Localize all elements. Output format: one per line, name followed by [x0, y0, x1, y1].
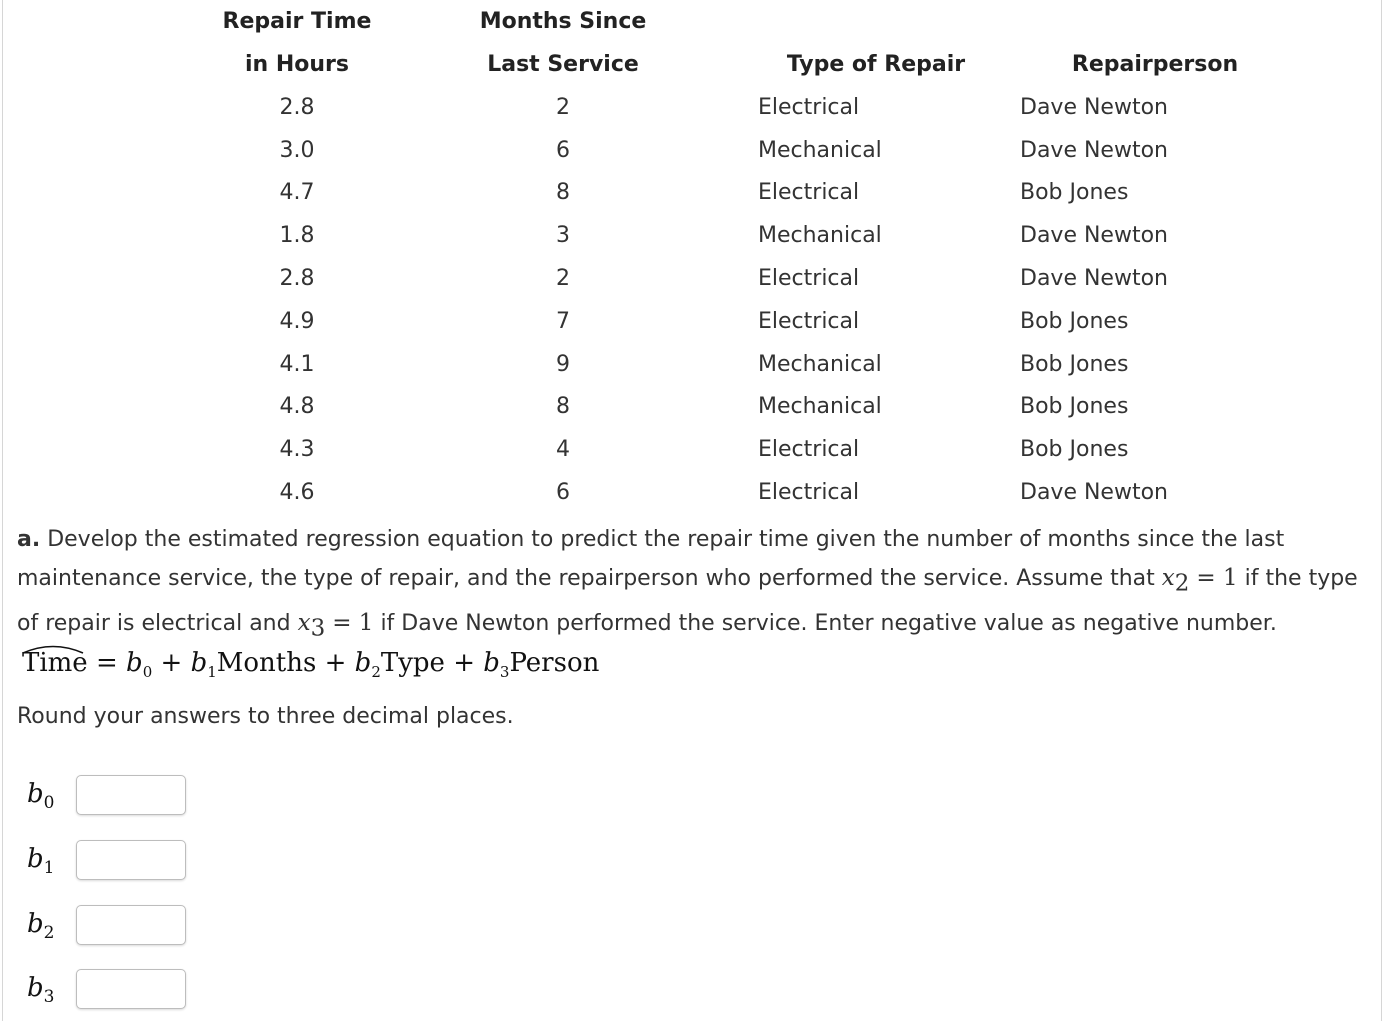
table-row — [200, 343, 1290, 386]
plus-sign: + — [324, 648, 347, 678]
coef-label-b1: $b_1$ — [27, 844, 55, 879]
question-text-1: Develop the estimated regression equation to predict the repair time given the number of months since the last maintenance service, the type of repair, and the repairperson who performed the service. Assume that — [17, 527, 1285, 591]
coef-label-b0: $b_0$ — [27, 779, 55, 814]
round-instruction: Round your answers to three decimal places. — [17, 704, 514, 729]
plus-sign: + — [453, 648, 475, 678]
cell-person: Dave Newton — [1020, 223, 1168, 249]
cell-person: Bob Jones — [1020, 394, 1129, 420]
cell-person: Bob Jones — [1020, 180, 1129, 206]
header-months-since-line1: Months Since — [479, 9, 647, 34]
var-type: Type — [380, 648, 445, 678]
cell-repair-time: 4.8 — [279, 394, 315, 420]
b0-input[interactable] — [76, 775, 186, 815]
header-repairperson-line1 — [1020, 0, 1290, 43]
cell-months: 8 — [556, 180, 570, 206]
question-part-a — [17, 520, 1377, 648]
cell-type: Electrical — [758, 94, 860, 120]
repair-data-table — [200, 0, 1290, 514]
cell-months: 8 — [556, 394, 570, 420]
term-b2: $b_2$ — [354, 648, 381, 682]
cell-type: Electrical — [758, 437, 860, 463]
var-person: Person — [509, 648, 600, 678]
cell-person: Bob Jones — [1020, 351, 1129, 377]
left-border — [2, 0, 3, 1021]
x3-symbol: $x_3$ — [297, 609, 326, 642]
cell-months: 2 — [556, 266, 570, 292]
cell-repair-time: 4.3 — [279, 437, 315, 463]
header-repairperson: Repairperson — [1071, 52, 1239, 77]
header-type-of-repair: Type of Repair — [786, 52, 966, 77]
table-row — [200, 386, 1290, 429]
cell-months: 4 — [556, 437, 570, 463]
time-hat: Time — [22, 648, 88, 678]
cell-person: Dave Newton — [1020, 480, 1168, 506]
table-row — [200, 129, 1290, 172]
part-label: a. — [17, 527, 41, 552]
table-row — [200, 214, 1290, 257]
question-text-2: if the type of repair is electrical and — [17, 566, 1358, 636]
plus-sign: + — [160, 648, 183, 678]
cell-person: Bob Jones — [1020, 308, 1129, 334]
cell-type: Electrical — [758, 266, 860, 292]
cell-months: 7 — [556, 308, 570, 334]
b2-input[interactable] — [76, 905, 186, 945]
cell-type: Mechanical — [758, 351, 882, 377]
cell-person: Dave Newton — [1020, 137, 1168, 163]
x3-equals-one: = 1 — [332, 609, 374, 636]
table-row — [200, 172, 1290, 215]
term-b1: $b_1$ — [190, 648, 217, 682]
table-row — [200, 257, 1290, 300]
cell-person: Bob Jones — [1020, 437, 1129, 463]
cell-repair-time: 1.8 — [279, 223, 315, 249]
right-border — [1381, 0, 1382, 1021]
coef-label-b2: $b_2$ — [27, 909, 55, 944]
cell-months: 6 — [556, 137, 570, 163]
cell-type: Mechanical — [758, 137, 882, 163]
cell-months: 9 — [556, 351, 570, 377]
header-type-line1 — [732, 0, 1020, 43]
header-repair-time-line2: in Hours — [245, 52, 349, 77]
var-months: Months — [216, 648, 317, 678]
cell-repair-time: 2.8 — [279, 266, 315, 292]
cell-type: Mechanical — [758, 223, 882, 249]
b3-input[interactable] — [76, 969, 186, 1009]
coef-label-b3: $b_3$ — [27, 973, 55, 1008]
header-months-since-line2: Last Service — [487, 52, 639, 77]
cell-person: Dave Newton — [1020, 266, 1168, 292]
cell-type: Electrical — [758, 480, 860, 506]
cell-type: Mechanical — [758, 394, 882, 420]
header-row-top — [200, 0, 1290, 43]
table-row — [200, 300, 1290, 343]
term-b3: $b_3$ — [483, 648, 510, 682]
cell-type: Electrical — [758, 308, 860, 334]
cell-repair-time: 2.8 — [279, 94, 315, 120]
cell-repair-time: 4.9 — [279, 308, 315, 334]
question-text-3: if Dave Newton performed the service. Enter negative value as negative number. — [380, 610, 1277, 636]
cell-repair-time: 3.0 — [279, 137, 315, 163]
hat-icon — [22, 642, 84, 654]
table-row — [200, 86, 1290, 129]
cell-repair-time: 4.7 — [279, 180, 315, 206]
cell-months: 2 — [556, 94, 570, 120]
x2-symbol: $x_2$ — [1161, 565, 1190, 597]
cell-months: 3 — [556, 223, 570, 249]
equals-sign: = — [95, 648, 118, 678]
cell-months: 6 — [556, 480, 570, 506]
table-row — [200, 471, 1290, 514]
table-row — [200, 428, 1290, 471]
header-row-bottom — [200, 43, 1290, 86]
header-repair-time-line1: Repair Time — [222, 9, 372, 34]
term-b0: $b_0$ — [126, 648, 153, 682]
cell-person: Dave Newton — [1020, 94, 1168, 120]
cell-type: Electrical — [758, 180, 860, 206]
cell-repair-time: 4.6 — [279, 480, 315, 506]
x2-equals-one: = 1 — [1196, 565, 1238, 591]
regression-equation — [22, 648, 599, 698]
b1-input[interactable] — [76, 840, 186, 880]
cell-repair-time: 4.1 — [279, 351, 315, 377]
